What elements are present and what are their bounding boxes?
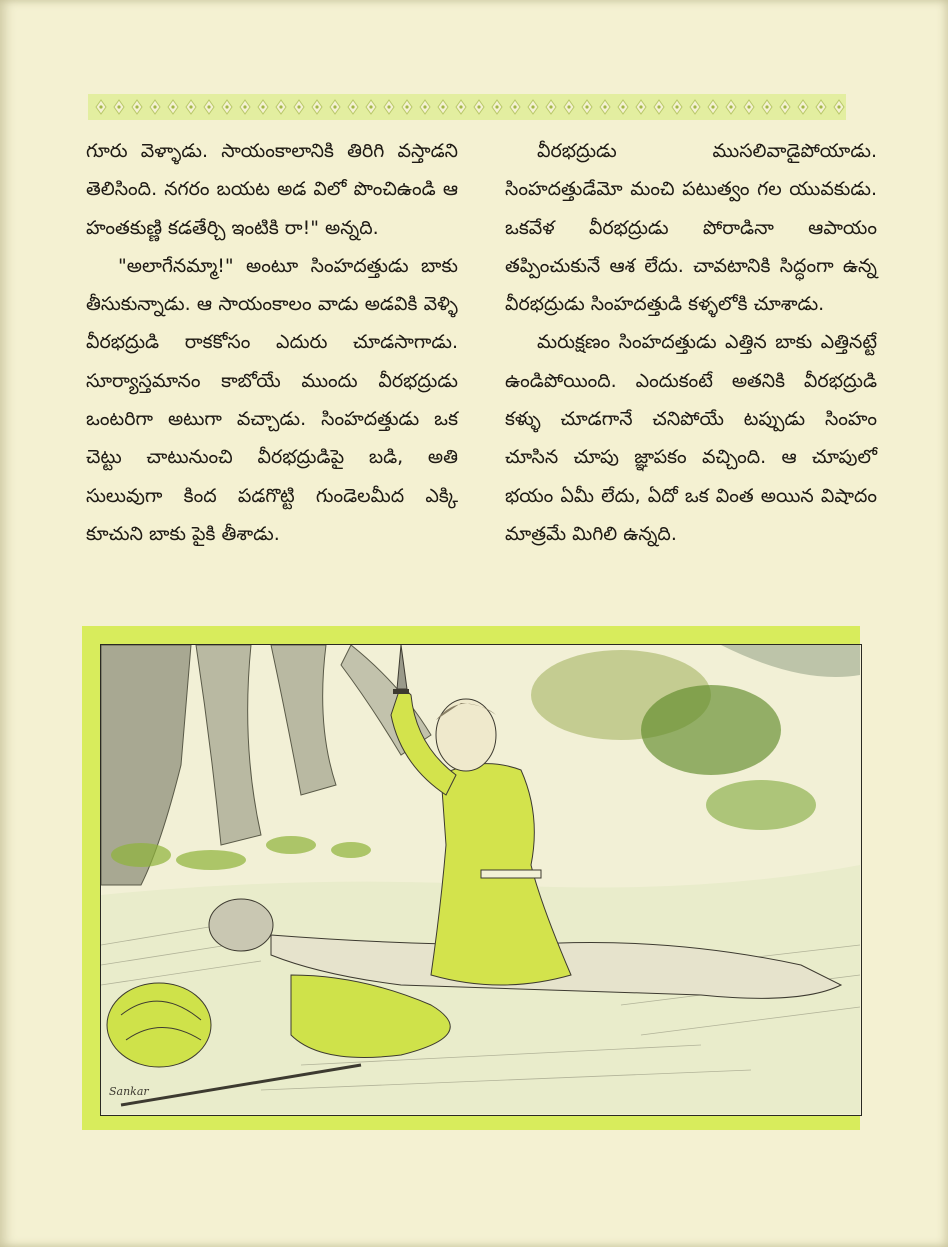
decorative-border: [88, 94, 846, 120]
ornament-diamond-icon: [798, 100, 808, 114]
ornament-diamond-icon: [186, 100, 196, 114]
ornament-diamond-icon: [474, 100, 484, 114]
ornament-diamond-icon: [600, 100, 610, 114]
signature: Sankar: [109, 1085, 149, 1098]
ornament-diamond-icon: [618, 100, 628, 114]
ornament-diamond-icon: [438, 100, 448, 114]
ornament-diamond-icon: [672, 100, 682, 114]
ornament-diamond-icon: [834, 100, 844, 114]
ornament-diamond-icon: [168, 100, 178, 114]
ornament-diamond-icon: [366, 100, 376, 114]
ornament-diamond-icon: [258, 100, 268, 114]
ornament-diamond-icon: [726, 100, 736, 114]
ornament-diamond-icon: [456, 100, 466, 114]
ornament-diamond-icon: [312, 100, 322, 114]
ornament-diamond-icon: [420, 100, 430, 114]
ornament-diamond-icon: [204, 100, 214, 114]
ornament-diamond-icon: [96, 100, 106, 114]
ornament-diamond-icon: [564, 100, 574, 114]
illustration: [100, 644, 862, 1116]
right-text-column: [505, 132, 877, 553]
ornament-diamond-icon: [492, 100, 502, 114]
ornament-diamond-icon: [114, 100, 124, 114]
ornament-diamond-icon: [294, 100, 304, 114]
ornament-diamond-icon: [240, 100, 250, 114]
right-paragraph-1: వీరభద్రుడు ముసలివాడైపోయాడు. సింహదత్తుడేమో మంచి పటుత్వం గల యువకుడు. ఒకవేళ వీరభద్రుడు పోరాడినా ఆపాయం తప్పించుకునే ఆశ లేదు. చావటానికి సిద్ధంగా ఉన్న వీరభద్రుడు సింహదత్తుడి కళ్ళలోకి చూశాడు.: [505, 140, 877, 316]
ornament-diamond-icon: [636, 100, 646, 114]
left-paragraph-1: గూరు వెళ్ళాడు. సాయంకాలానికి తిరిగి వస్తాడని తెలిసింది. నగరం బయట అడ విలో పొంచిఉండి ఆ హంతకుణ్ణి కడతేర్చి ఇంటికి రా!" అన్నది.: [86, 140, 458, 239]
dagger-scene-illustration-icon: [101, 645, 860, 1114]
ornament-diamond-icon: [744, 100, 754, 114]
ornament-diamond-icon: [708, 100, 718, 114]
ornament-pattern-icon: [88, 94, 846, 120]
ornament-diamond-icon: [528, 100, 538, 114]
left-text-column: [86, 132, 458, 553]
ornament-diamond-icon: [222, 100, 232, 114]
ornament-diamond-icon: [132, 100, 142, 114]
ornament-diamond-icon: [816, 100, 826, 114]
turban-icon: [107, 983, 211, 1067]
ornament-diamond-icon: [276, 100, 286, 114]
ornament-diamond-icon: [150, 100, 160, 114]
ornament-diamond-icon: [546, 100, 556, 114]
ornament-diamond-icon: [690, 100, 700, 114]
ornament-diamond-icon: [780, 100, 790, 114]
right-paragraph-2: మరుక్షణం సింహదత్తుడు ఎత్తిన బాకు ఎత్తినట్టే ఉండిపోయింది. ఎందుకంటే అతనికి వీరభద్రుడి కళ్ళు చూడగానే చనిపోయే టప్పుడు సింహం చూసిన చూపు జ్ఞాపకం వచ్చింది. ఆ చూపులో భయం ఏమీ లేదు, ఏదో ఒక వింత అయిన విషాదం మాత్రమే మిగిలి ఉన్నది.: [505, 331, 877, 545]
ornament-diamond-icon: [582, 100, 592, 114]
ornament-diamond-icon: [762, 100, 772, 114]
ornament-diamond-icon: [348, 100, 358, 114]
ornament-diamond-icon: [384, 100, 394, 114]
ornament-diamond-icon: [510, 100, 520, 114]
ornament-diamond-icon: [654, 100, 664, 114]
ornament-diamond-icon: [402, 100, 412, 114]
left-paragraph-2: "అలాగేనమ్మా!" అంటూ సింహదత్తుడు బాకు తీసుకున్నాడు. ఆ సాయంకాలం వాడు అడవికి వెళ్ళి వీరభద్రుడి రాకకోసం ఎదురు చూడసాగాడు. సూర్యాస్తమానం కాబోయే ముందు వీరభద్రుడు ఒంటరిగా అటుగా వచ్చాడు. సింహదత్తుడు ఒక చెట్టు చాటునుంచి వీరభద్రుడిపై బడి, అతి సులువుగా కింద పడగొట్టి గుండెలమీద ఎక్కి కూచుని బాకు పైకి తీశాడు.: [86, 254, 458, 545]
ornament-diamond-icon: [330, 100, 340, 114]
